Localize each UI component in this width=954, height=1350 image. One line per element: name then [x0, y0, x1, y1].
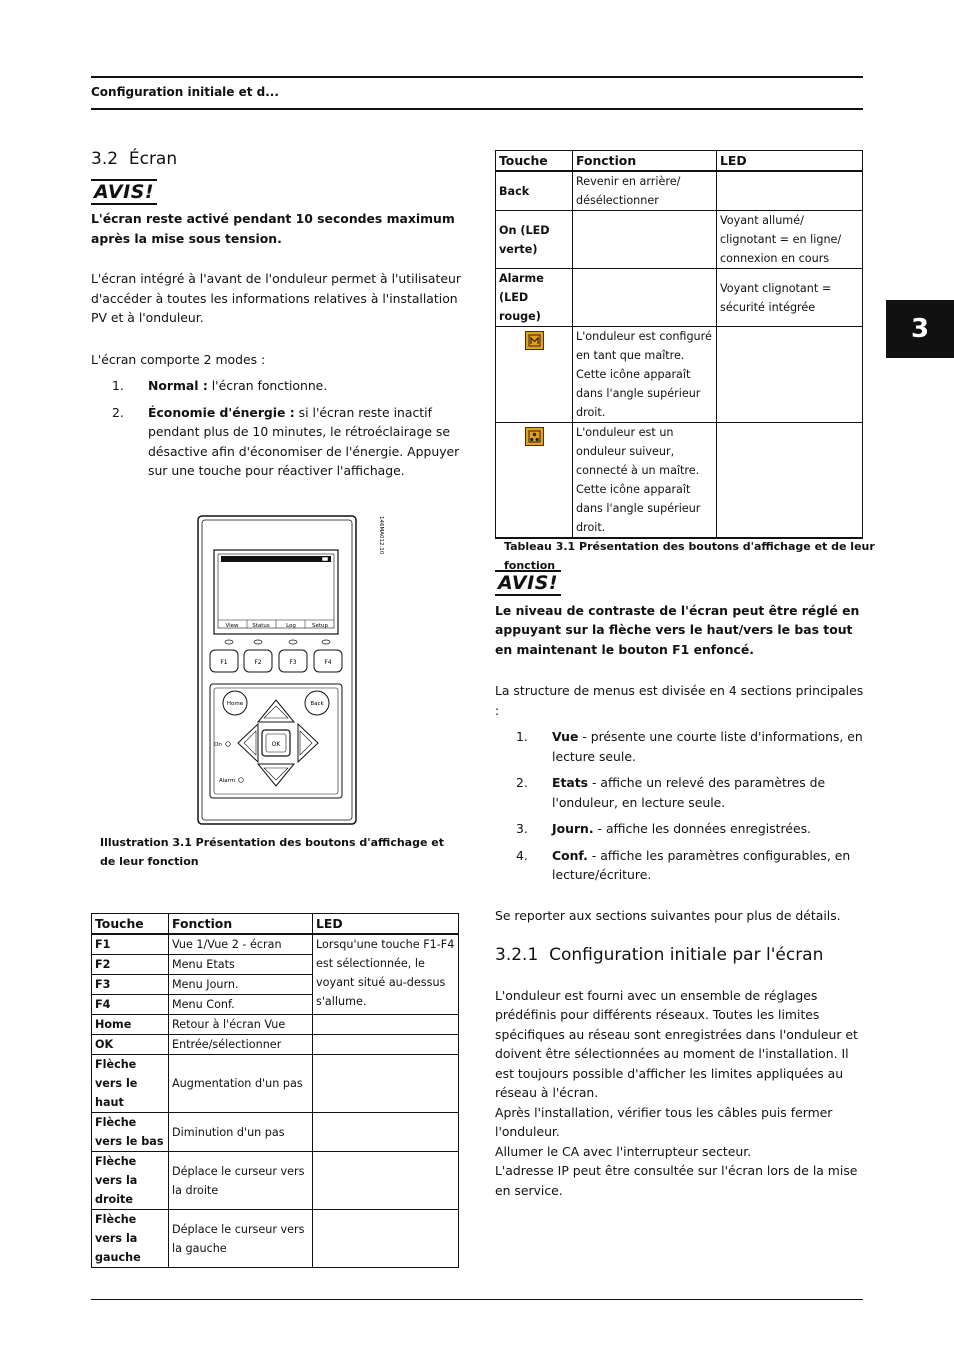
left-column: [91, 150, 461, 488]
table-row: Flèche vers la gauche Déplace le curseur vers la gauche: [92, 1210, 459, 1268]
header-bottom-rule: [91, 108, 863, 110]
chapter-tab: 3: [886, 300, 954, 358]
header-title: Configuration initiale et d...: [91, 85, 279, 99]
on-led-label: On: [214, 742, 222, 748]
table-row: OK Entrée/sélectionner: [92, 1035, 459, 1055]
subsection-title: Configuration initiale par l'écran: [549, 945, 824, 965]
header-top-rule: [91, 76, 863, 78]
table-row: L'onduleur est un onduleur suiveur, connecté à un maître. Cette icône apparaît dans l'angle supérieur droit.: [496, 423, 863, 539]
section-title: Écran: [128, 149, 178, 169]
list-item: 4. Conf. - affiche les paramètres configurables, en lecture/écriture.: [516, 847, 851, 882]
paragraph: L'adresse IP peut être consultée sur l'écran lors de la mise en service.: [495, 1163, 858, 1198]
table-row: Alarme (LED rouge) Voyant clignotant = sécurité intégrée: [496, 269, 863, 327]
follower-icon: [525, 427, 544, 446]
table-row: Flèche vers la droite Déplace le curseur vers la droite: [92, 1152, 459, 1210]
list-item: 2. Etats - affiche un relevé des paramètres de l'onduleur, en lecture seule.: [516, 775, 826, 810]
menus-list: [495, 727, 865, 885]
table-row: Back Revenir en arrière/ désélectionner: [496, 171, 863, 211]
paragraph: L'onduleur est fourni avec un ensemble de réglages prédéfinis pour différents réseaux. Toutes les limites spécifiques au réseau sont enregistrées dans l'onduleur et doivent être sélectionnées au moment de l'installation. Il est toujours possible d'afficher les limites appliquées au réseau à l'écran.: [495, 987, 858, 1100]
display-panel-illustration: [196, 512, 396, 828]
alarm-led-label: Alarm: [219, 778, 236, 784]
avis-text: L'écran reste activé pendant 10 secondes maximum après la mise sous tension.: [91, 211, 455, 246]
table-row: On (LED verte) Voyant allumé/ clignotant = en ligne/ connexion en cours: [496, 211, 863, 269]
screen-tab-status: Status: [252, 623, 270, 629]
intro-paragraph: L'écran intégré à l'avant de l'onduleur permet à l'utilisateur d'accéder à toutes les informations relatives à l'installation PV et à l'onduleur.: [91, 271, 461, 325]
svg-text:F2: F2: [254, 659, 262, 666]
list-item: 1. Normal : l'écran fonctionne.: [112, 378, 328, 393]
figure-code: 146MA012.10: [378, 516, 384, 555]
footer-rule: [91, 1299, 863, 1300]
subsection-number: 3.2.1: [495, 945, 539, 965]
master-icon: [525, 331, 544, 350]
svg-text:Home: Home: [226, 701, 244, 707]
keys-table-continued: [495, 150, 863, 539]
screen-tab-view: View: [225, 623, 239, 629]
table-row: Home Retour à l'écran Vue: [92, 1015, 459, 1035]
avis-label: AVIS!: [495, 570, 561, 596]
f-keys-led-cell: Lorsqu'une touche F1-F4 est sélectionnée, le voyant situé au-dessus s'allume.: [313, 934, 459, 1015]
screen-tab-log: Log: [286, 623, 296, 629]
subsection-heading: [495, 946, 865, 966]
table-caption: Tableau 3.1 Présentation des boutons d'affichage et de leur fonction: [504, 540, 875, 572]
table-header-row: Touche Fonction LED: [92, 914, 459, 935]
avis-label: AVIS!: [91, 179, 157, 205]
section-heading: [91, 150, 461, 170]
table-row: F3 Menu Journ.: [92, 975, 459, 995]
svg-text:F3: F3: [289, 659, 297, 666]
table-row: F4 Menu Conf.: [92, 995, 459, 1015]
table-row: F2 Menu Etats: [92, 955, 459, 975]
modes-intro: L'écran comporte 2 modes :: [91, 351, 266, 367]
menu-intro: La structure de menus est divisée en 4 sections principales :: [495, 683, 864, 718]
svg-text:Back: Back: [310, 701, 324, 707]
figure-caption: Illustration 3.1 Présentation des boutons d'affichage et de leur fonction: [100, 836, 444, 868]
table-header-row: Touche Fonction LED: [496, 151, 863, 172]
right-column: [495, 574, 865, 1200]
see-more: Se reporter aux sections suivantes pour plus de détails.: [495, 907, 841, 923]
table-row: Flèche vers le bas Diminution d'un pas: [92, 1113, 459, 1152]
table-row: Flèche vers le haut Augmentation d'un pas: [92, 1055, 459, 1113]
list-item: 3. Journ. - affiche les données enregistrées.: [516, 821, 811, 836]
avis-text: Le niveau de contraste de l'écran peut être réglé en appuyant sur la flèche vers le haut/vers le bas tout en maintenant le bouton F1 enfoncé.: [495, 602, 860, 657]
section-number: 3.2: [91, 149, 119, 169]
paragraph: Allumer le CA avec l'interrupteur secteur.: [495, 1143, 752, 1159]
list-item: 1. Vue - présente une courte liste d'informations, en lecture seule.: [516, 729, 863, 764]
paragraph: Après l'installation, vérifier tous les câbles puis fermer l'onduleur.: [495, 1104, 833, 1139]
svg-text:F1: F1: [220, 659, 228, 666]
modes-list: [91, 376, 461, 481]
screen-tab-setup: Setup: [311, 623, 329, 629]
svg-text:OK: OK: [271, 741, 281, 748]
table-row: L'onduleur est configuré en tant que maître. Cette icône apparaît dans l'angle supérieur droit.: [496, 327, 863, 423]
list-item: 2. Économie d'énergie : si l'écran reste inactif pendant plus de 10 minutes, le rétroéclairage se désactive afin d'économiser de l'énergie. Appuyer sur une touche pour réactiver l'affichage.: [112, 404, 460, 478]
keys-table: [91, 913, 459, 1268]
table-row: F1 Vue 1/Vue 2 - écran Lorsqu'une touche F1-F4 est sélectionnée, le voyant situé au-dessus s'allume.: [92, 934, 459, 955]
svg-text:F4: F4: [324, 659, 332, 666]
